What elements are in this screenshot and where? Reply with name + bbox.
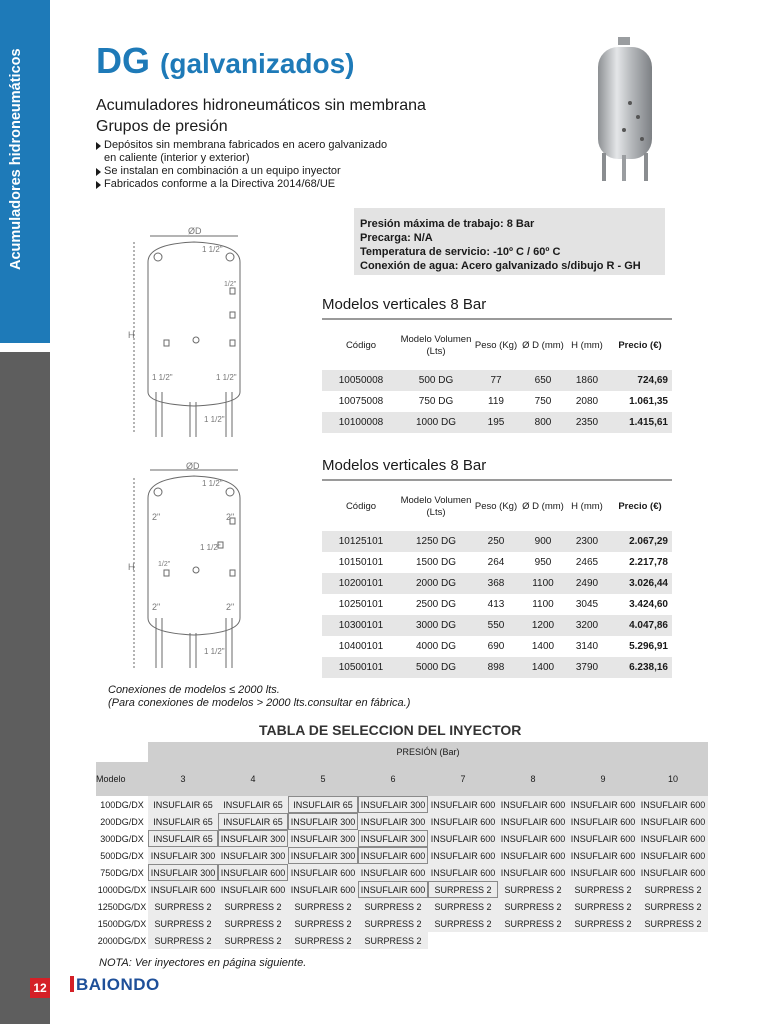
tank-drawing-large (118, 458, 253, 678)
col-code: Código (345, 501, 377, 512)
pressure-col: 3 (148, 762, 218, 796)
sidebar-label: Acumuladores hidroneumáticos (8, 48, 24, 270)
conn-mid: 1 1/2" (200, 543, 221, 552)
models-table-1 (322, 322, 672, 433)
feature-item: Depósitos sin membrana fabricados en acero galvanizado (96, 139, 387, 152)
col-diameter: Ø D (mm) (522, 340, 564, 351)
blank-cell (96, 742, 148, 762)
footer-note: NOTA: Ver inyectores en página siguiente. (99, 957, 307, 969)
conn-top: 1 1/2" (202, 479, 223, 488)
col-price: Precio (€) (618, 501, 662, 512)
col-height: H (mm) (571, 340, 603, 351)
table-row: 10200101 2000 DG 368 1100 2490 3.026,44 (322, 573, 672, 594)
table-row: 500DG/DX INSUFLAIR 300 INSUFLAIR 300 INSUFLAIR 300 INSUFLAIR 600 INSUFLAIR 600 INSUFLAIR 600 INSUFLAIR 600 INSUFLAIR 600 (96, 847, 708, 864)
conn-2in-left: 2" (152, 512, 161, 522)
bullet-arrow-icon (96, 142, 101, 150)
bullet-arrow-icon (96, 168, 101, 176)
dim-od: ØD (186, 461, 200, 471)
table-row: 10125101 1250 DG 250 900 2300 2.067,29 (322, 531, 672, 552)
col-weight: Peso (Kg) (474, 501, 518, 512)
tank-drawing-small (118, 222, 253, 447)
feature-list (96, 139, 387, 191)
table1-rule (322, 318, 672, 320)
col-code: Código (345, 340, 377, 351)
conn-small: 1/2" (158, 561, 171, 568)
pressure-col: 10 (638, 762, 708, 796)
dim-h: H (128, 562, 135, 572)
conn-2in-low-right: 2" (226, 602, 235, 612)
dim-od: ØD (188, 226, 202, 236)
pressure-col: 6 (358, 762, 428, 796)
pressure-col: 9 (568, 762, 638, 796)
table-row: 10075008 750 DG 119 750 2080 1.061,35 (338, 396, 668, 407)
sidebar-gray-band (0, 352, 50, 1024)
connections-note: Conexiones de modelos ≤ 2000 lts. (Para conexiones de modelos > 2000 lts.consultar en fábrica.) (108, 684, 411, 709)
feature-item-continued: en caliente (interior y exterior) (104, 152, 250, 164)
table2-rule (322, 479, 672, 481)
table-row: 200DG/DX INSUFLAIR 65 INSUFLAIR 65 INSUFLAIR 300 INSUFLAIR 300 INSUFLAIR 600 INSUFLAIR 600 INSUFLAIR 600 INSUFLAIR 600 (96, 813, 708, 830)
table-row: 1000DG/DX INSUFLAIR 600 INSUFLAIR 600 INSUFLAIR 600 INSUFLAIR 600 SURPRESS 2 SURPRESS 2 SURPRESS 2 SURPRESS 2 (96, 881, 708, 898)
table-row: 100DG/DX INSUFLAIR 65 INSUFLAIR 65 INSUFLAIR 65 INSUFLAIR 300 INSUFLAIR 600 INSUFLAIR 600 INSUFLAIR 600 INSUFLAIR 600 (96, 796, 708, 813)
conn-small: 1/2" (224, 281, 237, 288)
conn-right: 1 1/2" (216, 373, 237, 382)
injector-table (96, 742, 708, 949)
conn-top: 1 1/2" (202, 245, 223, 254)
pressure-col: 8 (498, 762, 568, 796)
table1-title: Modelos verticales 8 Bar (322, 296, 487, 313)
feature-item: Se instalan en combinación a un equipo inyector (96, 165, 387, 178)
col-model: Modelo Volumen (Lts) (400, 334, 472, 357)
model-header: Modelo (96, 762, 148, 796)
logo-i-icon (70, 976, 74, 992)
table-row: 1250DG/DX SURPRESS 2 SURPRESS 2 SURPRESS 2 SURPRESS 2 SURPRESS 2 SURPRESS 2 SURPRESS 2 SURPRESS 2 (96, 898, 708, 915)
spec-temperature: Temperatura de servicio: -10º C / 60º C (360, 246, 561, 258)
conn-2in-low-left: 2" (152, 602, 161, 612)
col-weight: Peso (Kg) (474, 340, 518, 351)
pressure-header: PRESIÓN (Bar) (148, 742, 708, 762)
page-number: 12 (30, 978, 50, 998)
tank-photo (590, 35, 660, 185)
table-row: 1500DG/DX SURPRESS 2 SURPRESS 2 SURPRESS 2 SURPRESS 2 SURPRESS 2 SURPRESS 2 SURPRESS 2 SURPRESS 2 (96, 915, 708, 932)
table-row: 300DG/DX INSUFLAIR 65 INSUFLAIR 300 INSUFLAIR 300 INSUFLAIR 300 INSUFLAIR 600 INSUFLAIR 600 INSUFLAIR 600 INSUFLAIR 600 (96, 830, 708, 847)
table-row: 750DG/DX INSUFLAIR 300 INSUFLAIR 600 INSUFLAIR 600 INSUFLAIR 600 INSUFLAIR 600 INSUFLAIR 600 INSUFLAIR 600 INSUFLAIR 600 (96, 864, 708, 881)
title-sub: (galvanizados) (160, 48, 355, 79)
table-row: 10300101 3000 DG 550 1200 3200 4.047,86 (322, 615, 672, 636)
models-table-2 (322, 483, 672, 678)
dim-h: H (128, 330, 135, 340)
spec-pressure: Presión máxima de trabajo: 8 Bar (360, 218, 535, 230)
table-row: 10100008 1000 DG 195 800 2350 1.415,61 (322, 412, 672, 433)
col-price: Precio (€) (618, 340, 662, 351)
table-row: 10500101 5000 DG 898 1400 3790 6.238,16 (322, 657, 672, 678)
bullet-arrow-icon (96, 181, 101, 189)
col-diameter: Ø D (mm) (522, 501, 564, 512)
conn-left: 1 1/2" (152, 373, 173, 382)
pressure-col: 4 (218, 762, 288, 796)
col-height: H (mm) (571, 501, 603, 512)
pressure-col: 5 (288, 762, 358, 796)
spec-precharge: Precarga: N/A (360, 232, 433, 244)
conn-bottom: 1 1/2" (204, 415, 225, 424)
table-row: 2000DG/DX SURPRESS 2 SURPRESS 2 SURPRESS 2 SURPRESS 2 (96, 932, 708, 949)
table-row: 10400101 4000 DG 690 1400 3140 5.296,91 (338, 641, 668, 652)
col-model: Modelo Volumen (Lts) (400, 495, 472, 518)
table2-title: Modelos verticales 8 Bar (322, 457, 487, 474)
conn-2in-right: 2" (226, 512, 235, 522)
subtitle: Acumuladores hidroneumáticos sin membrana (96, 97, 426, 114)
subtitle-2: Grupos de presión (96, 118, 228, 135)
injector-table-title: TABLA DE SELECCION DEL INYECTOR (259, 722, 522, 738)
brand-logo: BAIONDO (70, 975, 160, 995)
table-row: 10050008 500 DG 77 650 1860 724,69 (322, 370, 672, 391)
table-row: 10150101 1500 DG 264 950 2465 2.217,78 (338, 557, 668, 568)
table-row: 10250101 2500 DG 413 1100 3045 3.424,60 (338, 599, 668, 610)
pressure-col: 7 (428, 762, 498, 796)
conn-bottom: 1 1/2" (204, 647, 225, 656)
page-title (96, 40, 355, 82)
spec-connection: Conexión de agua: Acero galvanizado s/dibujo R - GH (360, 260, 641, 272)
specs-box (354, 208, 665, 275)
title-main: DG (96, 40, 150, 81)
feature-item: Fabricados conforme a la Directiva 2014/68/UE (96, 178, 387, 191)
